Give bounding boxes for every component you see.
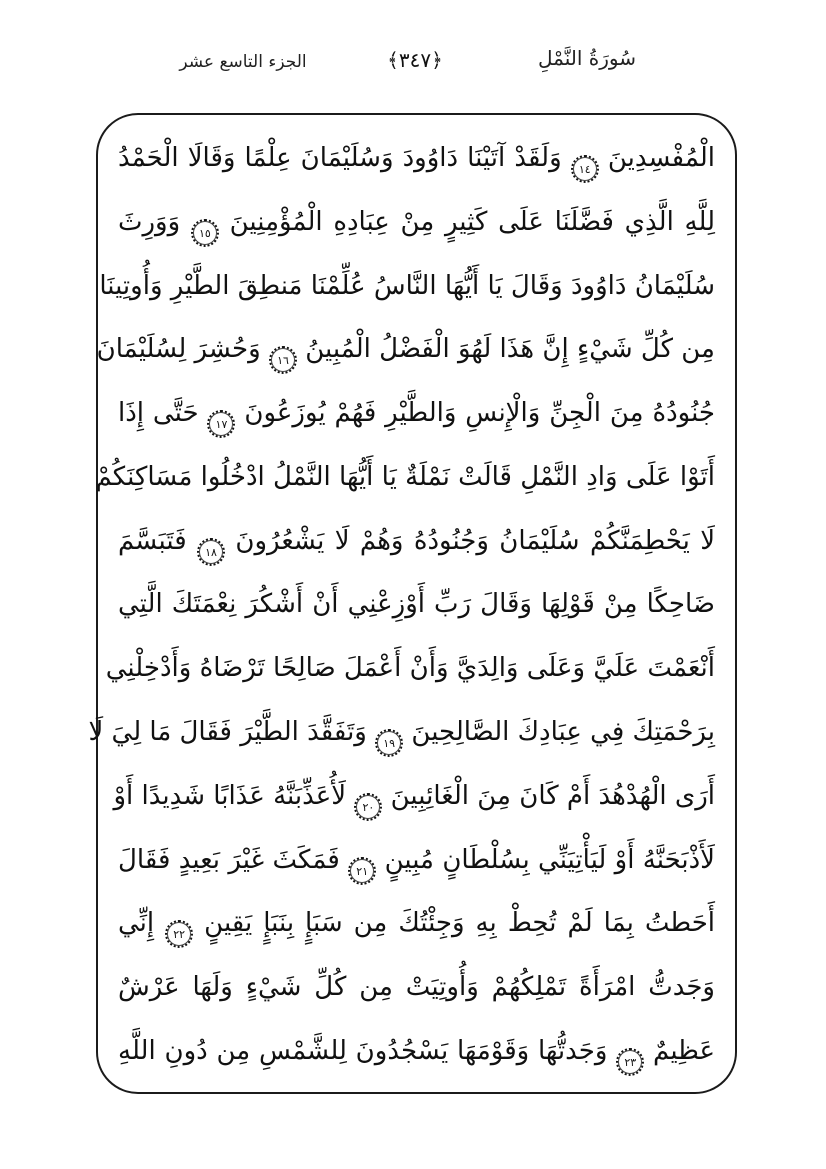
- ayah-text-segment: وَلَقَدْ آتَيْنَا دَاوُودَ وَسُلَيْمَانَ عِلْمًا وَقَالَا الْحَمْدُ: [118, 143, 562, 173]
- ayah-number: ١٧: [215, 418, 228, 432]
- ayah-text-segment: لَأُعَذِّبَنَّهُ عَذَابًا شَدِيدًا أَوْ: [113, 780, 347, 811]
- ayah-number: ١٥: [198, 226, 211, 240]
- ayah-number: ٢٢: [173, 928, 186, 942]
- ayah-text-segment: مِن كُلِّ شَيْءٍ إِنَّ هَذَا لَهُوَ الْفَضْلُ الْمُبِينُ: [305, 334, 715, 365]
- quran-text: [88, 115, 735, 1092]
- ayah-text-segment: سُلَيْمَانُ دَاوُودَ وَقَالَ يَا أَيُّهَا النَّاسُ عُلِّمْنَا مَنطِقَ الطَّيْرِ وَأُوتِينَا: [99, 270, 715, 301]
- ayah-marker: [197, 538, 225, 566]
- quran-line: [118, 892, 715, 954]
- quran-line: [105, 637, 715, 699]
- quran-line: [95, 446, 715, 508]
- ayah-text-segment: إِنِّي: [118, 908, 155, 939]
- quran-line: [118, 1020, 715, 1082]
- ayah-text-segment: أَرَى الْهُدْهُدَ أَمْ كَانَ مِنَ الْغَائِبِينَ: [390, 780, 715, 811]
- ayah-text-segment: أَحَطتُ بِمَا لَمْ تُحِطْ بِهِ وَجِئْتُكَ مِن سَبَإٍ بِنَبَإٍ يَقِينٍ: [204, 908, 716, 939]
- ayah-marker: [207, 410, 235, 438]
- ayah-text-segment: عَظِيمٌ: [653, 1035, 716, 1066]
- ayah-text-segment: الْمُفْسِدِينَ: [607, 143, 716, 173]
- ayah-number: ١٩: [383, 737, 396, 751]
- surah-title: سُورَةُ النَّمْلِ: [538, 46, 636, 70]
- ayah-text-segment: بِرَحْمَتِكَ فِي عِبَادِكَ الصَّالِحِينَ: [411, 717, 715, 748]
- ayah-marker: [269, 346, 297, 374]
- ayah-marker: [191, 219, 219, 247]
- ayah-marker: [348, 857, 376, 885]
- ayah-text-segment: وَجَدتُّهَا وَقَوْمَهَا يَسْجُدُونَ لِلشَّمْسِ مِن دُونِ اللَّهِ: [118, 1035, 608, 1066]
- ayah-text-segment: لَا يَحْطِمَنَّكُمْ سُلَيْمَانُ وَجُنُودُهُ وَهُمْ لَا يَشْعُرُونَ: [235, 525, 716, 556]
- quran-line: [88, 701, 715, 763]
- ayah-text-segment: لِلَّهِ الَّذِي فَضَّلَنَا عَلَى كَثِيرٍ مِنْ عِبَادِهِ الْمُؤْمِنِينَ: [229, 206, 715, 237]
- ayah-text-segment: جُنُودُهُ مِنَ الْجِنِّ وَالْإِنسِ وَالطَّيْرِ فَهُمْ يُوزَعُونَ: [244, 398, 716, 429]
- ayah-text-segment: وَحُشِرَ لِسُلَيْمَانَ: [96, 334, 261, 365]
- ayah-text-segment: فَتَبَسَّمَ: [118, 525, 187, 556]
- ayah-text-segment: لَأَذْبَحَنَّهُ أَوْ لَيَأْتِيَنِّي بِسُلْطَانٍ مُبِينٍ: [384, 844, 716, 875]
- ayah-number: ٢١: [356, 864, 369, 878]
- quran-line: [118, 956, 715, 1018]
- ayah-number: ١٦: [277, 354, 289, 368]
- quran-line: [118, 829, 715, 891]
- ayah-text-segment: وَجَدتُّ امْرَأَةً تَمْلِكُهُمْ وَأُوتِيَتْ مِن كُلِّ شَيْءٍ وَلَهَا عَرْشٌ: [118, 972, 715, 1003]
- ayah-number: ٢٣: [624, 1055, 637, 1069]
- ayah-text-segment: حَتَّى إِذَا: [118, 398, 199, 429]
- text-frame: [88, 113, 737, 1094]
- quran-line: [113, 765, 715, 827]
- ayah-marker: [616, 1048, 644, 1076]
- ayah-marker: [375, 729, 403, 757]
- ayah-marker: [165, 920, 193, 948]
- quran-line: [118, 127, 715, 189]
- ayah-text-segment: أَتَوْا عَلَى وَادِ النَّمْلِ قَالَتْ نَمْلَةٌ يَا أَيُّهَا النَّمْلُ ادْخُلُوا مَسَاكِنَكُمْ: [95, 461, 715, 492]
- quran-line: [118, 191, 715, 253]
- ayah-marker: [571, 155, 599, 183]
- juz-title: الجزء التاسع عشر: [179, 52, 307, 72]
- ayah-number: ١٤: [578, 163, 591, 176]
- quran-line: [96, 318, 715, 380]
- ayah-text-segment: وَوَرِثَ: [118, 206, 181, 237]
- ayah-text-segment: أَنْعَمْتَ عَلَيَّ وَعَلَى وَالِدَيَّ وَأَنْ أَعْمَلَ صَالِحًا تَرْضَاهُ وَأَدْخِلْنِي: [105, 653, 715, 684]
- ayah-number: ١٨: [205, 545, 217, 559]
- ayah-text-segment: فَمَكَثَ غَيْرَ بَعِيدٍ فَقَالَ: [118, 844, 340, 875]
- ayah-number: ٢٠: [362, 800, 375, 814]
- quran-line: [118, 382, 715, 444]
- ayah-text-segment: ضَاحِكًا مِنْ قَوْلِهَا وَقَالَ رَبِّ أَوْزِعْنِي أَنْ أَشْكُرَ نِعْمَتَكَ الَّتِي: [118, 589, 715, 620]
- quran-line: [118, 510, 715, 572]
- quran-line: [99, 255, 715, 317]
- page-number: ﴿٣٤٧﴾: [387, 48, 443, 72]
- ayah-text-segment: وَتَفَقَّدَ الطَّيْرَ فَقَالَ مَا لِيَ لَا: [88, 717, 367, 748]
- quran-line: [118, 573, 715, 635]
- ayah-marker: [354, 793, 382, 821]
